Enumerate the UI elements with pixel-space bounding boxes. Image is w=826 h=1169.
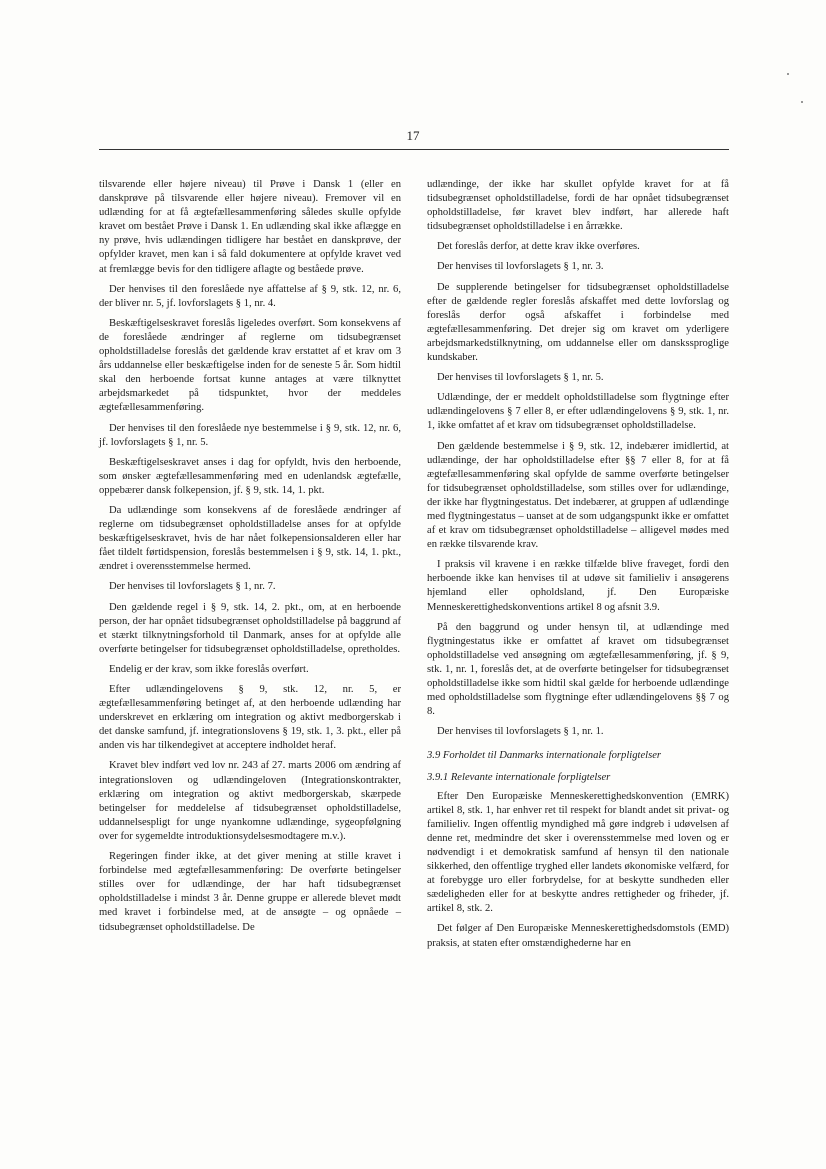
paragraph: Efter Den Europæiske Menneskerettighedskonvention (EMRK) artikel 8, stk. 1, har enhver ret til respekt for blandt andet sit privat- og familieliv. Ingen offentlig myndighed må gøre indgreb i udøvelsen af denne ret, medmindre det sker i overensstemmelse med loven og er nødvendigt i et demokratisk samfund af hensyn til den nationale sikkerhed, den offentlige tryghed eller landets økonomiske velfærd, for at forebygge uro eller forbrydelse, for at beskytte sundheden eller sædeligheden eller for at beskytte andres rettigheder og friheder, jf. artikel 8, stk. 2.: [427, 790, 729, 915]
paragraph: tilsvarende eller højere niveau) til Prøve i Dansk 1 (eller en danskprøve på tilsvarende eller højere niveau). Fremover vil en udlænding for at få ægtefællesammenføring således skulle opfylde kravet om bestået Prøve i Dansk 1. En udlænding skal ikke aflægge en ny prøve, hvis udlændingen tidligere har bestået en danskprøve, der opfylder kravet, men kan i så fald dokumentere at opfylde kravet ved at fremlægge bevis for den tidligere aflagte og beståede prøve.: [99, 179, 401, 275]
paragraph: På den baggrund og under hensyn til, at udlændinge med flygtningestatus ikke er omfattet af kravet om tidsubegrænset opholdstilladelse ved ansøgning om ægtefællesammenføring, jf. § 9, stk. 1, nr. 1, foreslås det, at de overførte betingelser for tidsubegrænset opholdstilladelse ikke som hidtil skal gælde for herboende udlændinge med opholdstilladelse som flygtninge efter udlændingelovens §§ 7 og 8.: [427, 621, 729, 718]
paragraph: Beskæftigelseskravet anses i dag for opfyldt, hvis den herboende, som ønsker ægtefællesammenføring med en udenlandsk ægtefælle, oppebærer dansk folkepension, jf. § 9, stk. 14, 1. pkt.: [99, 456, 401, 496]
paragraph: I praksis vil kravene i en række tilfælde blive fraveget, fordi den herboende ikke kan henvises til at udøve sit familieliv i ansøgerens hjemland eller opholdsland, jf. Den Europæiske Menneskerettighedskonventions artikel 8 og afsnit 3.9.: [427, 559, 729, 613]
paragraph: Der henvises til lovforslagets § 1, nr. 3.: [437, 261, 604, 273]
paragraph: Regeringen finder ikke, at det giver mening at stille kravet i forbindelse med ægtefællesammenføring: De overførte betingelser stilles over for udlændinge, der har haft tidsubegrænset opholdstilladelse i mindst 3 år. Denne gruppe er allerede blevet mødt med kravet i forbindelse med, at de ansøgte – og opnåede – tidsubegrænset opholdstilladelse. De: [99, 851, 401, 933]
paragraph: Udlændinge, der er meddelt opholdstilladelse som flygtninge efter udlændingelovens § 7 eller 8, er efter udlændingelovens § 9, stk. 1, nr. 1, ikke omfattet af et krav om tidsubegrænset opholdstilladelse.: [427, 392, 729, 432]
paragraph: Kravet blev indført ved lov nr. 243 af 27. marts 2006 om ændring af integrationsloven og udlændingeloven (Integrationskontrakter, erklæring om integration og aktivt medborgerskab, skærpede betingelser for meddelelse af tidsubegrænset opholdstilladelse, uddannelsespligt for unge nyankomne udlændinge, sygeopfølgning over for sygemeldte introduktionsydelsesmodtagere m.v.).: [99, 760, 401, 842]
paragraph: Det foreslås derfor, at dette krav ikke overføres.: [437, 241, 640, 253]
paragraph: Den gældende bestemmelse i § 9, stk. 12, indebærer imidlertid, at udlændinge, der har opholdstilladelse efter §§ 7 eller 8, for at få ægtefællesammenføring skal opfylde de samme overførte betingelser for tidsubegrænset opholdstilladelse, som stilles over for udlændinge, der ikke har flygtningestatus. Det indebærer, at gruppen af udlændinge med flygtningestatus – uanset at de som udgangspunkt ikke er omfattet af et krav om tidsubegrænset opholdstilladelse – alligevel mødes med en række tilsvarende krav.: [427, 440, 729, 551]
right-column: [427, 178, 729, 957]
paragraph: udlændinge, der ikke har skullet opfylde kravet for at få tidsubegrænset opholdstilladelse, fordi de har opnået tidsubegrænset opholdstilladelse, før kravet blev indført, har allerede haft tidsubegrænset opholdstilladelse i en årrække.: [427, 179, 729, 233]
subsection-heading: 3.9.1 Relevante internationale forpligtelser: [427, 772, 611, 784]
paragraph: Det følger af Den Europæiske Menneskerettighedsdomstols (EMD) praksis, at staten efter omstændighederne har en: [427, 923, 729, 949]
paragraph: Da udlændinge som konsekvens af de foreslåede ændringer af reglerne om tidsubegrænset opholdstilladelse anses for at opfylde beskæftigelseskravet, hvis de har nået folkepensionsalderen eller har fået tildelt førtidspension, foreslås bestemmelsen i § 9, stk. 14, 1. pkt., ændret i overensstemmelse hermed.: [99, 504, 401, 573]
scan-speck: [801, 101, 803, 103]
left-column: [99, 178, 401, 941]
paragraph: Der henvises til den foreslåede nye bestemmelse i § 9, stk. 12, nr. 6, jf. lovforslagets § 1, nr. 5.: [99, 422, 401, 448]
paragraph: Den gældende regel i § 9, stk. 14, 2. pkt., om, at en herboende person, der har opnået tidsubegrænset opholdstilladelse på baggrund af et stærkt tilknytningsforhold til Danmark, anses for at opfylde alle overførte betingelser for tidsubegrænset opholdstilladelse, opretholdes.: [99, 601, 401, 655]
paragraph: Endelig er der krav, som ikke foreslås overført.: [109, 663, 309, 675]
paragraph: Der henvises til lovforslagets § 1, nr. 7.: [109, 581, 276, 593]
paragraph: Der henvises til den foreslåede nye affattelse af § 9, stk. 12, nr. 6, der bliver nr. 5, jf. lovforslagets § 1, nr. 4.: [99, 283, 401, 309]
page-number: 17: [406, 128, 420, 143]
paragraph: Beskæftigelseskravet foreslås ligeledes overført. Som konsekvens af de foreslåede ændringer af reglerne om tidsubegrænset opholdstilladelse foreslås det gældende krav erstattet af et krav om 3 års uddannelse eller beskæftigelse inden for de seneste 5 år. Som hidtil skal den herboende fortsat kunne antages at være tilknyttet arbejdsmarkedet på tidspunktet, hvor der meddeles ægtefællesammenføring.: [99, 317, 401, 414]
paragraph: De supplerende betingelser for tidsubegrænset opholdstilladelse efter de gældende regler foreslås afskaffet med dette lovforslag og foreslås derfor også afskaffet i forbindelse med ægtefællesammenføring. Det drejer sig om kravet om yderligere arbejdsmarkedstilknytning, om uddannelse eller om danskssproglige kundskaber.: [427, 281, 729, 364]
paragraph: Der henvises til lovforslagets § 1, nr. 1.: [437, 726, 604, 738]
section-heading: 3.9 Forholdet til Danmarks internationale forpligtelser: [427, 750, 662, 762]
scan-speck: [787, 73, 789, 75]
paragraph: Der henvises til lovforslagets § 1, nr. 5.: [437, 372, 604, 384]
header-rule: [99, 149, 729, 150]
paragraph: Efter udlændingelovens § 9, stk. 12, nr. 5, er ægtefællesammenføring betinget af, at den herboende udlænding har underskrevet en erklæring om integration og aktivt medborgerskab i det danske samfund, jf. integrationslovens § 19, stk. 1, 3. pkt., eller på anden vis har tilkendegivet at acceptere indholdet heraf.: [99, 684, 401, 752]
